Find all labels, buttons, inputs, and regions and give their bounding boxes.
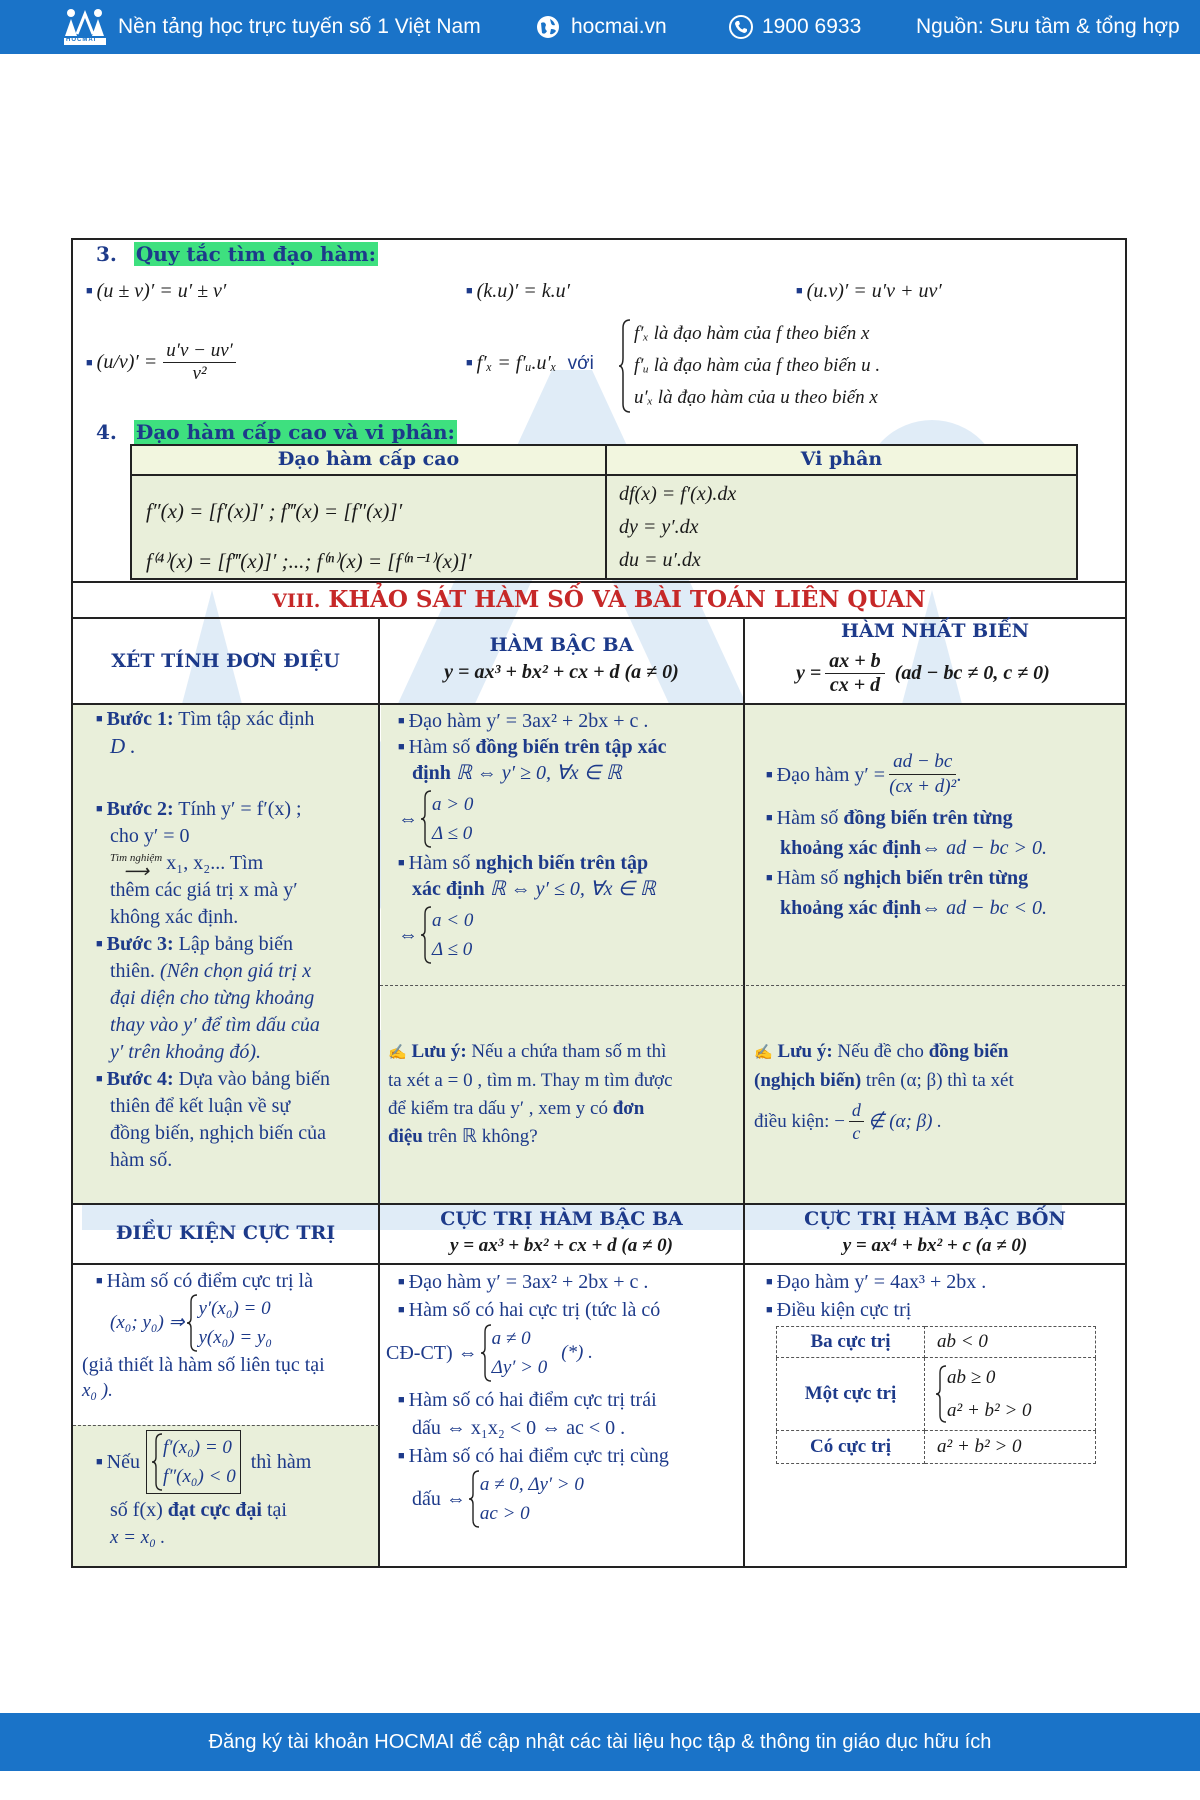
cubic-ext-same-lhs: dấu ⇔ bbox=[412, 1488, 466, 1510]
section3-heading bbox=[96, 242, 378, 266]
pencil-icon: ✍ bbox=[754, 1045, 773, 1061]
brace-icon bbox=[468, 1470, 480, 1528]
max-system-lines bbox=[163, 1433, 236, 1491]
rational-inc-d: ⇔ ad − bc > 0. bbox=[921, 837, 1048, 859]
footer-banner[interactable] bbox=[0, 1713, 1200, 1771]
cubic-ext-l4-text: Hàm số có hai điểm cực trị trái bbox=[408, 1389, 657, 1411]
grid-hline-row2-header bbox=[71, 1263, 1127, 1265]
section4-number: 4. bbox=[96, 420, 117, 444]
section4-title: Đạo hàm cấp cao và vi phân: bbox=[135, 420, 455, 444]
rational-cond: (ad − bc ≠ 0, c ≠ 0) bbox=[894, 662, 1050, 684]
col-differential-header: Vi phân bbox=[800, 448, 883, 470]
hocmai-logo[interactable] bbox=[62, 6, 108, 46]
rational-increasing: ■ Hàm số đồng biến trên từng bbox=[766, 807, 1013, 829]
quartic-l2: ■ Điều kiện cực trị bbox=[766, 1299, 912, 1321]
step2-text: Tính y′ = f′(x) ; bbox=[178, 798, 302, 820]
right-arrow-icon: ⟶ bbox=[123, 861, 150, 881]
rational-deriv-a: Đạo hàm y′ = bbox=[776, 763, 886, 786]
rule-sum-text: (u ± v)′ = u′ ± v′ bbox=[96, 280, 227, 302]
cubic-ext-same-top: a ≠ 0, Δy′ > 0 bbox=[479, 1474, 584, 1495]
cubic-ext-l2-text: Hàm số có hai cực trị (tức là có bbox=[408, 1299, 661, 1321]
cubic-note-line4 bbox=[388, 1123, 740, 1151]
step3-note4-text: y′ trên khoảng đó). bbox=[110, 1041, 262, 1063]
brace-icon bbox=[151, 1433, 163, 1491]
rational-den: cx + d bbox=[829, 674, 881, 696]
extremum-system bbox=[82, 1294, 374, 1352]
footer-text: Đăng ký tài khoản HOCMAI để cập nhật các tài liệu học tập & thông tin giáo dục hữu ích bbox=[208, 1730, 992, 1753]
rational-dec-b: nghịch biến trên từng bbox=[843, 867, 1029, 889]
rule-const: ■ (k.u)′ = k.u′ bbox=[466, 280, 570, 302]
max-condition bbox=[96, 1430, 376, 1552]
step3-label: Bước 3: bbox=[106, 933, 174, 955]
rational-note-label: Lưu ý: bbox=[777, 1041, 833, 1062]
step1-text: Tìm tập xác định bbox=[178, 708, 315, 730]
cubic-note-4b: điệu bbox=[388, 1126, 423, 1147]
section4-heading bbox=[96, 420, 457, 444]
cubic-increasing-2 bbox=[398, 760, 738, 786]
cubic-inc-d: ℝ ⇔ y′ ≥ 0, ∀x ∈ ℝ bbox=[455, 762, 622, 784]
find-roots-label: Tìm nghiệm bbox=[110, 852, 163, 864]
globe-icon bbox=[535, 14, 561, 40]
cubic-ext-star: (*) . bbox=[561, 1342, 593, 1363]
top-banner bbox=[0, 0, 1200, 54]
section8-roman: VIII. bbox=[272, 590, 321, 612]
brace-line-1: f′ₓ là đạo hàm của f theo biến x bbox=[634, 323, 870, 344]
find-roots-arrow bbox=[110, 852, 163, 881]
source-text: Nguồn: Sưu tầm & tổng hợp bbox=[916, 15, 1180, 38]
iff-icon: ⇔ bbox=[398, 808, 418, 830]
cubic-dec-a: Hàm số bbox=[408, 852, 471, 874]
extremum-system-lines bbox=[198, 1294, 272, 1352]
logo-text: HOCMAI bbox=[66, 37, 97, 43]
header-quartic-extremum-formula: y = ax⁴ + bx² + c (a ≠ 0) bbox=[842, 1235, 1028, 1256]
step3-note1: (Nên chọn giá trị x bbox=[160, 960, 312, 982]
quartic-condition-table bbox=[776, 1326, 1096, 1464]
header-cubic-extremum-formula: y = ax³ + bx² + cx + d (a ≠ 0) bbox=[450, 1235, 673, 1256]
step3: ■ Bước 3: Lập bảng biến bbox=[96, 933, 294, 955]
higher-derivative-line-2: f⁽⁴⁾(x) = [f‴(x)]′ ;...; f⁽ⁿ⁾(x) = [f⁽ⁿ⁻¹⁾(x)]′ bbox=[146, 549, 472, 573]
extremum-top: y′(x₀) = 0 bbox=[198, 1298, 271, 1319]
higher-derivative-formulas bbox=[146, 486, 472, 586]
grid-hline-row2-top bbox=[71, 1203, 1127, 1205]
website-text: hocmai.vn bbox=[571, 15, 667, 38]
quartic-row2-top: ab ≥ 0 bbox=[947, 1367, 996, 1388]
extremum-l3: (giả thiết là hàm số liên tục tại bbox=[82, 1354, 325, 1376]
phone-icon bbox=[728, 14, 754, 40]
cubic-derivative-text: Đạo hàm y′ = 3ax² + 2bx + c . bbox=[408, 710, 649, 732]
cubic-ext-l5: dấu ⇔ x₁x₂ < 0 ⇔ ac < 0 . bbox=[412, 1417, 626, 1439]
rational-num: ax + b bbox=[825, 650, 884, 674]
cubic-inc-bot: Δ ≤ 0 bbox=[432, 823, 473, 844]
cubic-derivative: ■ Đạo hàm y′ = 3ax² + 2bx + c . bbox=[398, 710, 649, 732]
rational-decreasing: ■ Hàm số nghịch biến trên từng bbox=[766, 867, 1029, 889]
brace-icon bbox=[480, 1324, 492, 1382]
header-monotonic: XÉT TÍNH ĐƠN ĐIỆU bbox=[111, 650, 340, 672]
step2-cho: cho y′ = 0 bbox=[110, 825, 190, 847]
quartic-row2-label: Một cực trị bbox=[777, 1358, 925, 1431]
step4-label: Bước 4: bbox=[106, 1068, 174, 1090]
max-bot: f″(x₀) < 0 bbox=[162, 1466, 236, 1487]
rule-quotient-num: u′v − uv′ bbox=[163, 340, 236, 363]
cubic-inc-system bbox=[398, 790, 738, 848]
cubic-inc-a: Hàm số bbox=[408, 736, 471, 758]
website-link[interactable] bbox=[535, 0, 667, 54]
quartic-row2-system bbox=[935, 1361, 1094, 1427]
max-l6b: đạt cực đại bbox=[167, 1499, 262, 1521]
rational-fraction bbox=[825, 650, 884, 697]
differential-line-3: du = u′.dx bbox=[619, 549, 701, 571]
rational-note-3: điều kiện: − bbox=[754, 1110, 845, 1132]
step3-text: Lập bảng biến bbox=[178, 933, 294, 955]
differential-line-1: df(x) = f′(x).dx bbox=[619, 483, 737, 505]
differential-line-2: dy = y′.dx bbox=[619, 516, 699, 538]
step2-roots: x₁, x₂... Tìm bbox=[166, 852, 264, 874]
cubic-note-3b: đơn bbox=[612, 1098, 645, 1119]
max-if: Nếu bbox=[106, 1451, 140, 1473]
extremum-l1-text: Hàm số có điểm cực trị là bbox=[106, 1270, 313, 1292]
rule-chain-with: với bbox=[567, 353, 594, 374]
grid-vline-2 bbox=[743, 617, 745, 1568]
quartic-l2-text: Điều kiện cực trị bbox=[776, 1299, 912, 1321]
rational-note-1: Nếu đề cho bbox=[837, 1041, 924, 1062]
rational-inc-a: Hàm số bbox=[776, 807, 839, 829]
step4: ■ Bước 4: Dựa vào bảng biến bbox=[96, 1068, 330, 1090]
quartic-row3-val: a² + b² > 0 bbox=[925, 1431, 1096, 1464]
cubic-ext-l1-text: Đạo hàm y′ = 3ax² + 2bx + c . bbox=[408, 1271, 649, 1293]
quartic-row1-label: Ba cực trị bbox=[777, 1327, 925, 1358]
rule-chain: ■ f′ₓ = f′ᵤ.u′ₓ với bbox=[466, 352, 594, 374]
step1-domain: D . bbox=[110, 734, 136, 758]
rational-note-line1 bbox=[754, 1038, 1120, 1067]
quartic-l1: ■ Đạo hàm y′ = 4ax³ + 2bx . bbox=[766, 1271, 987, 1293]
cubic-inc-top: a > 0 bbox=[432, 794, 474, 815]
divider-top-viii bbox=[71, 581, 1127, 583]
divider-viii-grid bbox=[71, 617, 1127, 619]
chain-brace-icon bbox=[618, 318, 632, 414]
step4-text: Dựa vào bảng biến bbox=[178, 1068, 330, 1090]
dashed-divider-notes bbox=[380, 985, 1125, 986]
table-row bbox=[777, 1358, 1096, 1431]
cubic-dec-system bbox=[398, 906, 738, 964]
chain-brace-lines bbox=[634, 318, 880, 414]
quartic-row2-lines bbox=[947, 1361, 1032, 1427]
cubic-extremum bbox=[386, 1268, 738, 1528]
max-l7: x = x₀ . bbox=[110, 1527, 166, 1548]
cubic-note-3: để kiểm tra dấu y′ , xem y có bbox=[388, 1098, 608, 1119]
header-extremum-condition: ĐIỀU KIỆN CỰC TRỊ bbox=[115, 1222, 336, 1244]
step4-more3: hàm số. bbox=[110, 1149, 173, 1171]
cubic-decreasing-2 bbox=[398, 876, 738, 902]
brace-icon bbox=[420, 906, 432, 964]
rational-note-end: ∉ (α; β) . bbox=[867, 1110, 942, 1132]
quartic-row2-bot: a² + b² > 0 bbox=[947, 1400, 1032, 1421]
dashed-divider-extremum bbox=[73, 1425, 379, 1426]
step4-more2: đồng biến, nghịch biến của bbox=[110, 1122, 327, 1144]
iff-icon: ⇔ bbox=[398, 924, 418, 946]
rational-inc-c: khoảng xác định bbox=[780, 837, 922, 859]
rule-quotient-den: v² bbox=[192, 363, 207, 384]
rational-derivative: ■ Đạo hàm y′ = $\frac{ad - bc}{\text{(cx + d)²}}$ . bbox=[766, 751, 962, 797]
max-boxed-system bbox=[146, 1430, 241, 1494]
extremum-lhs: (x₀; y₀) ⇒ bbox=[110, 1312, 185, 1333]
section8-title bbox=[71, 586, 1127, 613]
cubic-inc-b: đồng biến trên tập xác bbox=[475, 736, 667, 758]
cubic-ext-l6-text: Hàm số có hai điểm cực trị cùng bbox=[408, 1445, 669, 1467]
rational-monotonic bbox=[766, 750, 1121, 923]
extremum-l4: x₀ ). bbox=[82, 1380, 113, 1401]
extremum-bot: y(x₀) = y₀ bbox=[198, 1327, 272, 1348]
monotonic-steps bbox=[96, 706, 376, 1174]
higher-derivatives-table bbox=[130, 444, 1078, 580]
rational-note-line3 bbox=[754, 1099, 1120, 1144]
table-row bbox=[777, 1431, 1096, 1464]
cubic-decreasing: ■ Hàm số nghịch biến trên tập bbox=[398, 852, 649, 874]
cubic-monotonic bbox=[398, 708, 738, 964]
rational-note-den: c bbox=[852, 1123, 861, 1143]
brace-line-2: f′ᵤ là đạo hàm của f theo biến u . bbox=[634, 355, 881, 376]
step2-more2: không xác định. bbox=[110, 906, 239, 928]
differential-formulas bbox=[619, 478, 736, 577]
cubic-ext-l1: ■ Đạo hàm y′ = 3ax² + 2bx + c . bbox=[398, 1271, 649, 1293]
cubic-ext-bot: Δy′ > 0 bbox=[491, 1357, 548, 1378]
step1: ■ Bước 1: Tìm tập xác định bbox=[96, 708, 315, 730]
rule-quotient-lhs: (u/v)′ = bbox=[96, 351, 158, 373]
cubic-note-1: Nếu a chứa tham số m thì bbox=[471, 1041, 667, 1062]
rule-quotient: ■ (u/v)′ = $\frac{u'v - uv'}{\text{v²}}$ bbox=[86, 340, 236, 385]
max-condition-row: ■ Nếu f′(x₀) = 0 f″(x₀) < 0 thì hàm bbox=[96, 1430, 376, 1494]
rational-deriv-num: ad − bc bbox=[889, 750, 956, 775]
cubic-dec-b: nghịch biến trên tập bbox=[475, 852, 649, 874]
cubic-dec-bot: Δ ≤ 0 bbox=[432, 939, 473, 960]
step1-label: Bước 1: bbox=[106, 708, 174, 730]
rule-chain-text: f′ₓ = f′ᵤ.u′ₓ bbox=[476, 352, 557, 374]
step2: ■ Bước 2: Tính y′ = f′(x) ; bbox=[96, 798, 302, 820]
header-cubic-title: HÀM BẬC BA bbox=[489, 634, 634, 656]
rational-note-fraction bbox=[849, 1099, 864, 1144]
step2-roots-line bbox=[96, 850, 376, 881]
extremum-condition bbox=[82, 1268, 374, 1404]
brace-icon bbox=[186, 1294, 198, 1352]
rational-lhs: y = bbox=[796, 662, 822, 684]
cubic-inc-c: định bbox=[412, 762, 451, 784]
rule-quotient-fraction bbox=[163, 340, 236, 385]
rational-note bbox=[754, 1038, 1120, 1144]
cubic-ext-l6: ■ Hàm số có hai điểm cực trị cùng bbox=[398, 1445, 669, 1467]
rule-sum: ■ (u ± v)′ = u′ ± v′ bbox=[86, 280, 227, 302]
rational-dec-a: Hàm số bbox=[776, 867, 839, 889]
cubic-ext-l4: ■ Hàm số có hai điểm cực trị trái bbox=[398, 1389, 657, 1411]
rational-increasing-2 bbox=[766, 833, 1121, 863]
header-rational-title: HÀM NHẤT BIẾN bbox=[841, 620, 1029, 642]
rule-product-text: (u.v)′ = u′v + uv′ bbox=[806, 280, 942, 302]
rational-dec-d: ⇔ ad − bc < 0. bbox=[921, 897, 1048, 919]
cubic-dec-top: a < 0 bbox=[432, 910, 474, 931]
rational-inc-b: đồng biến trên từng bbox=[843, 807, 1013, 829]
max-l6c: tại bbox=[266, 1499, 287, 1521]
rational-decreasing-2 bbox=[766, 893, 1121, 923]
section8-title-text: KHẢO SÁT HÀM SỐ VÀ BÀI TOÁN LIÊN QUAN bbox=[328, 586, 926, 613]
col-higher-derivative-header: Đạo hàm cấp cao bbox=[277, 448, 460, 470]
step2-label: Bước 2: bbox=[106, 798, 174, 820]
max-top: f′(x₀) = 0 bbox=[162, 1437, 232, 1458]
step2-more1: thêm các giá trị x mà y′ bbox=[110, 879, 298, 901]
max-conclusion bbox=[96, 1496, 376, 1524]
step3-note2 bbox=[96, 985, 376, 1012]
max-then: thì hàm bbox=[250, 1451, 312, 1473]
cubic-dec-d: ℝ ⇔ y′ ≤ 0, ∀x ∈ ℝ bbox=[489, 878, 656, 900]
quartic-row1-val: ab < 0 bbox=[925, 1327, 1096, 1358]
step3-more: thiên. bbox=[110, 960, 155, 982]
phone-link[interactable] bbox=[728, 0, 861, 54]
rational-dec-c: khoảng xác định bbox=[780, 897, 922, 919]
grid-hline-row1-header bbox=[71, 703, 1127, 705]
max-l6a: số f(x) bbox=[110, 1499, 163, 1521]
cubic-ext-lhs: CĐ-CT) ⇔ bbox=[386, 1342, 478, 1364]
cubic-dec-system-lines bbox=[432, 906, 473, 964]
step3-note3 bbox=[96, 1012, 376, 1039]
slogan: Nền tảng học trực tuyến số 1 Việt Nam bbox=[118, 15, 481, 38]
quartic-extremum bbox=[766, 1268, 1121, 1324]
rational-note-1b: đồng biến bbox=[928, 1041, 1009, 1062]
rational-deriv-fraction bbox=[889, 750, 956, 799]
phone-text: 1900 6933 bbox=[762, 15, 862, 38]
table-row bbox=[777, 1327, 1096, 1358]
extremum-l1: ■ Hàm số có điểm cực trị là bbox=[96, 1270, 313, 1292]
cubic-ext-system bbox=[386, 1324, 738, 1382]
rational-note-2b: (nghịch biến) bbox=[754, 1070, 862, 1091]
cubic-note-line1 bbox=[388, 1038, 740, 1067]
cubic-ext-system-lines bbox=[492, 1324, 548, 1382]
rational-note-num: d bbox=[849, 1099, 864, 1122]
step4-more1: thiên để kết luận về sự bbox=[110, 1095, 291, 1117]
header-quartic-extremum: CỰC TRỊ HÀM BẬC BỐN bbox=[804, 1208, 1066, 1230]
header-cubic-formula: y = ax³ + bx² + cx + d (a ≠ 0) bbox=[444, 661, 679, 683]
cubic-ext-same-lines bbox=[480, 1470, 584, 1528]
rational-deriv-den: (cx + d)² bbox=[889, 776, 957, 797]
rule-product: ■ (u.v)′ = u′v + uv′ bbox=[796, 280, 942, 302]
section3-title: Quy tắc tìm đạo hàm: bbox=[135, 242, 376, 266]
cubic-ext-same-sign bbox=[398, 1470, 738, 1528]
step3-note2-text: đại diện cho từng khoảng bbox=[110, 987, 315, 1009]
cubic-note-line3 bbox=[388, 1095, 740, 1123]
step3-note3-text: thay vào y′ để tìm dấu của bbox=[110, 1014, 320, 1036]
cubic-note bbox=[388, 1038, 740, 1151]
step3-note4 bbox=[96, 1039, 376, 1066]
cubic-note-4: trên ℝ không? bbox=[427, 1126, 538, 1147]
pencil-icon: ✍ bbox=[388, 1045, 407, 1061]
quartic-row2-val bbox=[925, 1358, 1096, 1431]
step3-line2 bbox=[96, 958, 376, 985]
cubic-ext-top: a ≠ 0 bbox=[491, 1328, 531, 1349]
higher-derivative-line-1: f″(x) = [f′(x)]′ ; f‴(x) = [f″(x)]′ bbox=[146, 499, 403, 523]
cubic-note-2: ta xét a = 0 , tìm m. Thay m tìm được bbox=[388, 1070, 673, 1091]
cubic-increasing: ■ Hàm số đồng biến trên tập xác bbox=[398, 736, 667, 758]
rule-const-text: (k.u)′ = k.u′ bbox=[476, 280, 570, 302]
quartic-row3-label: Có cực trị bbox=[777, 1431, 925, 1464]
header-rational-formula bbox=[796, 650, 1050, 697]
brace-line-3: u′ₓ là đạo hàm của u theo biến x bbox=[634, 387, 878, 408]
rational-note-line2 bbox=[754, 1067, 1120, 1095]
brace-icon bbox=[935, 1365, 947, 1423]
cubic-dec-c: xác định bbox=[412, 878, 485, 900]
quartic-l1-text: Đạo hàm y′ = 4ax³ + 2bx . bbox=[776, 1271, 987, 1293]
cubic-note-label: Lưu ý: bbox=[411, 1041, 467, 1062]
rational-note-2: trên (α; β) thì ta xét bbox=[865, 1070, 1014, 1091]
cubic-inc-system-lines bbox=[432, 790, 473, 848]
cubic-ext-l2: ■ Hàm số có hai cực trị (tức là có bbox=[398, 1299, 661, 1321]
header-cubic-extremum: CỰC TRỊ HÀM BẬC BA bbox=[440, 1208, 683, 1230]
brace-icon bbox=[420, 790, 432, 848]
cubic-ext-same-bot: ac > 0 bbox=[479, 1503, 530, 1524]
section3-number: 3. bbox=[96, 242, 117, 266]
